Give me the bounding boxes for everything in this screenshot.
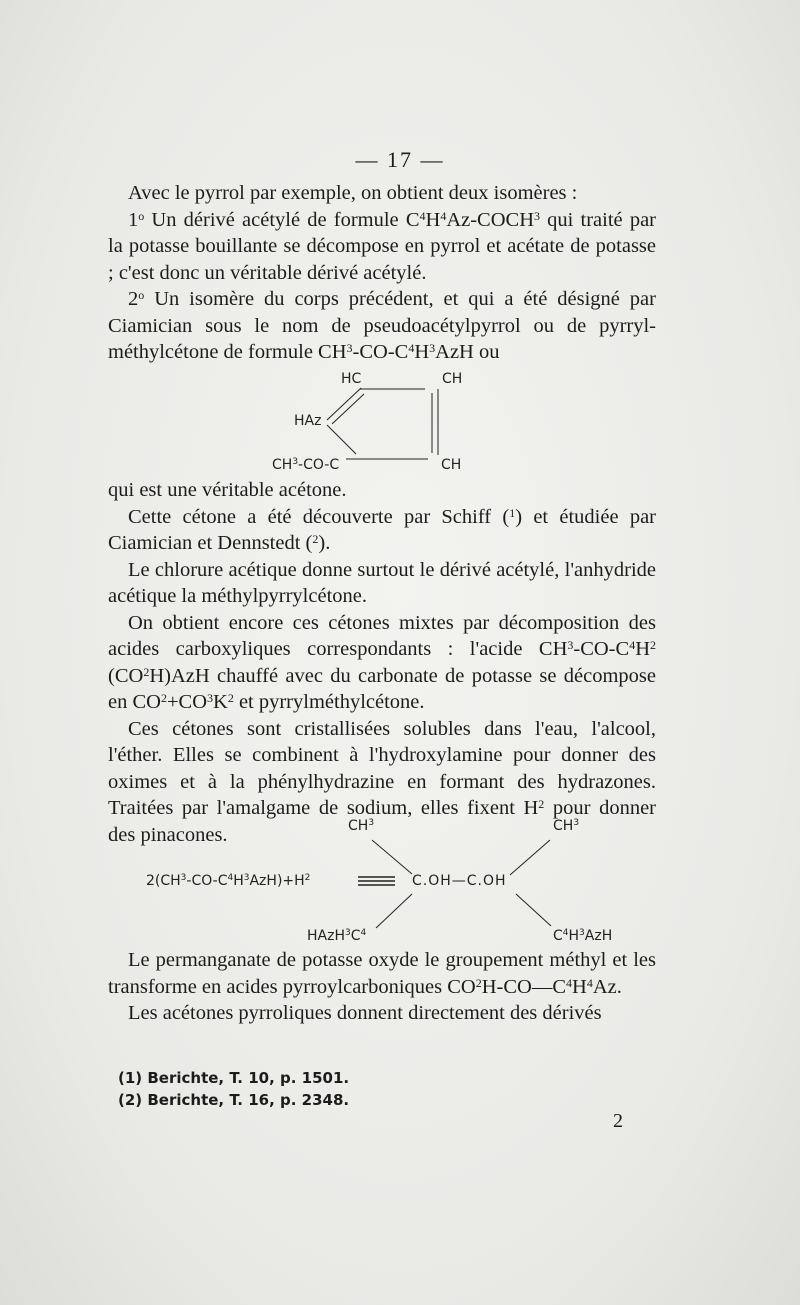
superscript: 4 [562, 928, 569, 938]
superscript: 2 [304, 873, 311, 883]
footnote: (2) Berichte, T. 16, p. 2348. [118, 1091, 350, 1109]
page-number: — 17 — [355, 147, 445, 172]
ch-bottom-label: CH [441, 457, 462, 473]
paragraph: Ces cétones sont cristallisées solubles dans l'eau, l'alcool, l'éther. Elles se combinent à l'hydroxylamine pour donner des oximes et à la phénylhydrazine en formant des hydrazones. Traitées par l'amalgame de sodium, elles fixent $H^2$ pour donner des pinacones. [108, 717, 656, 846]
superscript: 3 [567, 638, 574, 652]
superscript: o [138, 288, 145, 302]
hc-label: HC [341, 371, 362, 387]
paragraph: Le permanganate de potasse oxyde le groupement méthyl et les transforme en acides pyrroylcarboniques $CO^2H-CO—C^4H^4Az$. [108, 949, 656, 998]
superscript: 3 [344, 928, 351, 938]
superscript: 1 [509, 505, 516, 520]
paragraph: qui est une véritable acétone. [108, 479, 347, 501]
superscript: 2 [650, 638, 656, 652]
pyrryl-left-label: $HAzH^3C^4$ [307, 928, 367, 944]
paragraph: Cette cétone a été découverte par Schiff ($^1$) et étudiée par Ciamician et Dennstedt ($^2$). [108, 505, 657, 554]
superscript: 2 [475, 975, 482, 990]
superscript: 3 [292, 457, 299, 467]
paragraph: 2$^o$ Un isomère du corps précédent, et qui a été désigné par Ciamician sous le nom de pseudoacétylpyrrol ou de pyrryl-méthylcétone de formule $CH^3-CO-C^4H^3AzH$ ou [108, 288, 656, 363]
paragraph: On obtient encore ces cétones mixtes par décomposition des acides carboxyliques correspondants : l'acide $CH^3-CO-C^4H^2$ $(CO^2H)AzH$ chauffé avec du carbonate de potasse se décompose en $CO^2+CO^3K^2$ et pyrrylméthylcétone. [108, 611, 656, 713]
acetyl-carbon-label: $CH^3-CO-C$ [272, 457, 340, 473]
superscript: 3 [207, 691, 213, 705]
superscript: 3 [534, 208, 540, 223]
superscript: 4 [408, 341, 415, 355]
superscript: 4 [227, 873, 234, 883]
reactant-label: $2(CH^3-CO-C^4H^3AzH)+H^2$ [146, 873, 311, 889]
superscript: 4 [566, 975, 573, 990]
superscript: 2 [143, 664, 150, 679]
signature-mark: 2 [613, 1110, 623, 1132]
superscript: 3 [243, 873, 250, 883]
ch3-left-label: $CH^3$ [348, 818, 375, 834]
superscript: 4 [360, 928, 367, 938]
paragraph: Les acétones pyrroliques donnent directement des dérivés [128, 1002, 602, 1024]
superscript: 3 [368, 818, 375, 828]
superscript: o [138, 208, 145, 223]
footnote: (1) Berichte, T. 10, p. 1501. [118, 1069, 350, 1087]
paragraph: 1$^o$ Un dérivé acétylé de formule $C^4H^4Az-COCH^3$ qui traité par la potasse bouillante se décompose en pyrrol et acétate de potasse ; c'est donc un véritable dérivé acétylé. [108, 208, 656, 284]
superscript: 4 [440, 208, 447, 223]
text-block-bottom [108, 947, 656, 1027]
ch3-right-label: $CH^3$ [553, 818, 580, 834]
superscript: 3 [579, 928, 585, 938]
haz-label: HAz [294, 413, 322, 429]
superscript: 4 [629, 638, 636, 652]
superscript: 2 [538, 797, 545, 811]
superscript: 3 [180, 873, 187, 883]
superscript: 3 [573, 818, 580, 828]
superscript: 2 [227, 691, 234, 705]
product-label: C.OH—C.OH [412, 873, 507, 889]
superscript: 3 [346, 341, 353, 355]
paragraph: Avec le pyrrol par exemple, on obtient deux isomères : [128, 182, 578, 204]
superscript: 4 [586, 975, 593, 990]
ch-top-label: CH [442, 371, 463, 387]
superscript: 4 [419, 208, 426, 223]
superscript: 2 [160, 691, 167, 705]
footnotes [118, 1067, 349, 1111]
pyrryl-right-label: $C^4H^3AzH$ [553, 928, 613, 944]
superscript: 3 [429, 341, 436, 355]
paragraph: Le chlorure acétique donne surtout le dérivé acétylé, l'anhydride acétique la méthylpyrrylcétone. [108, 558, 656, 607]
superscript: 2 [312, 532, 319, 546]
